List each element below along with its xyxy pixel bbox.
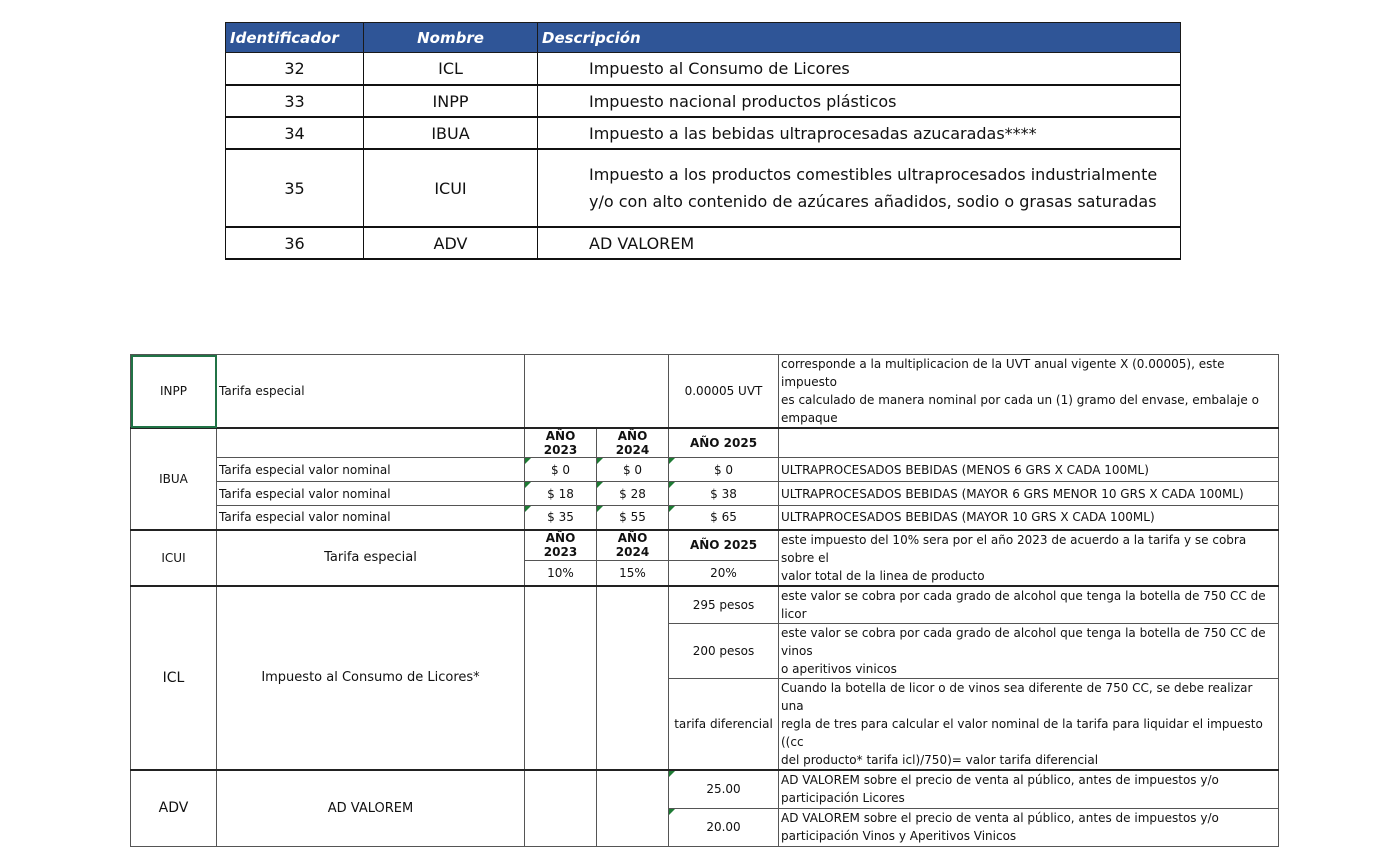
row-id: 35 (226, 149, 364, 227)
description-line: regla de tres para calcular el valor nominal de la tarifa para liquidar el impuesto ((cc (781, 717, 1263, 749)
ibua-years-row (131, 428, 1279, 458)
inpp-description-cell[interactable] (779, 355, 1279, 429)
table-row (226, 227, 1181, 259)
ibua-value-2024[interactable]: $ 0 (597, 458, 669, 482)
description-line: AD VALOREM sobre el precio de venta al público, antes de impuestos y/o (781, 773, 1219, 788)
ibua-label-cell[interactable]: Tarifa especial valor nominal (217, 458, 525, 482)
icl-code-cell[interactable]: ICL (131, 586, 217, 771)
ibua-row (131, 458, 1279, 482)
inpp-code-cell[interactable]: INPP (131, 355, 217, 429)
ibua-value-2023[interactable]: $ 18 (525, 482, 597, 506)
description-line: corresponde a la multiplicacion de la UVT anual vigente X (0.00005), este impuesto (781, 357, 1225, 389)
row-name: ICL (364, 53, 538, 86)
ibua-year-2025[interactable]: AÑO 2025 (669, 428, 779, 458)
adv-empty-cell[interactable] (525, 770, 597, 846)
ibua-row (131, 506, 1279, 530)
icl-description-cell[interactable] (779, 679, 1279, 771)
ibua-value-2024[interactable]: $ 55 (597, 506, 669, 530)
ibua-value-2023[interactable]: $ 35 (525, 506, 597, 530)
description-line: valor total de la linea de producto (781, 568, 985, 583)
header-nombre: Nombre (364, 23, 538, 53)
ibua-description-cell[interactable]: ULTRAPROCESADOS BEBIDAS (MAYOR 10 GRS X CADA 100ML) (779, 506, 1279, 530)
row-id: 33 (226, 85, 364, 117)
row-description: Impuesto a las bebidas ultraprocesadas azucaradas**** (538, 117, 1181, 149)
ibua-value-2025[interactable]: $ 38 (669, 482, 779, 506)
adv-code-cell[interactable]: ADV (131, 770, 217, 846)
icl-value-cell[interactable]: tarifa diferencial (669, 679, 779, 771)
ibua-value-2023[interactable]: $ 0 (525, 458, 597, 482)
row-description: Impuesto al Consumo de Licores (538, 53, 1181, 86)
row-name: ICUI (364, 149, 538, 227)
description-line: Cuando la botella de licor o de vinos sea diferente de 750 CC, se debe realizar una (781, 681, 1253, 713)
ibua-empty-cell[interactable] (779, 428, 1279, 458)
description-line: es calculado de manera nominal por cada un (1) gramo del envase, embalaje o (781, 393, 1259, 407)
icui-year-2025[interactable]: AÑO 2025 (669, 530, 779, 561)
icui-value-2023[interactable]: 10% (525, 560, 597, 585)
header-descripcion: Descripción (538, 23, 1181, 53)
description-line: participación Vinos y Aperitivos Vinicos (781, 829, 1017, 843)
icl-value-cell[interactable]: 295 pesos (669, 586, 779, 624)
description-line: este valor se cobra por cada grado de alcohol que tenga la botella de 750 CC de vinos (781, 626, 1266, 658)
description-line: del producto* tarifa icl)/750)= valor tarifa diferencial (781, 753, 1099, 767)
ibua-value-2025[interactable]: $ 65 (669, 506, 779, 530)
inpp-row (131, 355, 1279, 429)
row-description: Impuesto nacional productos plásticos (538, 85, 1181, 117)
ibua-description-cell[interactable]: ULTRAPROCESADOS BEBIDAS (MENOS 6 GRS X CADA 100ML) (779, 458, 1279, 482)
row-id: 34 (226, 117, 364, 149)
description-line: AD VALOREM sobre el precio de venta al público, antes de impuestos y/o (781, 811, 1219, 825)
icui-label-cell[interactable]: Tarifa especial (217, 530, 525, 586)
table-row (226, 117, 1181, 149)
row-description-line: y/o con alto contenido de azúcares añadidos, sodio o grasas saturadas (589, 192, 1157, 211)
inpp-label-cell[interactable]: Tarifa especial (217, 355, 525, 429)
row-name: INPP (364, 85, 538, 117)
description-line: o aperitivos vinicos (781, 662, 897, 676)
icui-code-cell[interactable]: ICUI (131, 530, 217, 586)
icl-label-cell[interactable]: Impuesto al Consumo de Licores* (217, 586, 525, 771)
ibua-row (131, 482, 1279, 506)
ibua-year-2023[interactable]: AÑO 2023 (525, 428, 597, 458)
row-id: 32 (226, 53, 364, 86)
adv-description-cell[interactable] (779, 808, 1279, 846)
adv-label-cell[interactable]: AD VALOREM (217, 770, 525, 846)
icui-description-cell[interactable] (779, 530, 1279, 586)
ibua-label-cell[interactable]: Tarifa especial valor nominal (217, 506, 525, 530)
row-description-line: Impuesto a los productos comestibles ultraprocesados industrialmente (589, 165, 1158, 184)
icui-value-2025[interactable]: 20% (669, 560, 779, 585)
description-line: empaque (781, 411, 838, 425)
tax-rates-spreadsheet (130, 354, 1279, 847)
description-line: este impuesto del 10% sera por el año 2023 de acuerdo a la tarifa y se cobra sobre el (781, 532, 1247, 565)
table-header-row (226, 23, 1181, 53)
adv-value-cell[interactable]: 25.00 (669, 770, 779, 808)
adv-description-cell[interactable] (779, 770, 1279, 808)
description-line: participación Licores (781, 791, 905, 806)
ibua-empty-cell[interactable] (217, 428, 525, 458)
inpp-value-cell[interactable]: 0.00005 UVT (669, 355, 779, 429)
row-name: ADV (364, 227, 538, 259)
icl-description-cell[interactable]: este valor se cobra por cada grado de alcohol que tenga la botella de 750 CC de licor (779, 586, 1279, 624)
table-row (226, 85, 1181, 117)
icui-year-2023[interactable]: AÑO 2023 (525, 530, 597, 561)
ibua-year-2024[interactable]: AÑO 2024 (597, 428, 669, 458)
ibua-value-2025[interactable]: $ 0 (669, 458, 779, 482)
inpp-empty-cell[interactable] (525, 355, 669, 429)
ibua-value-2024[interactable]: $ 28 (597, 482, 669, 506)
icl-row (131, 586, 1279, 624)
ibua-label-cell[interactable]: Tarifa especial valor nominal (217, 482, 525, 506)
adv-empty-cell[interactable] (597, 770, 669, 846)
icl-empty-cell[interactable] (525, 586, 597, 771)
icl-empty-cell[interactable] (597, 586, 669, 771)
row-description (538, 149, 1181, 227)
row-name: IBUA (364, 117, 538, 149)
row-id: 36 (226, 227, 364, 259)
adv-row (131, 770, 1279, 808)
icl-description-cell[interactable] (779, 624, 1279, 679)
header-identificador: Identificador (226, 23, 364, 53)
icui-value-2024[interactable]: 15% (597, 560, 669, 585)
ibua-code-cell[interactable]: IBUA (131, 428, 217, 530)
table-row (226, 149, 1181, 227)
adv-value-cell[interactable]: 20.00 (669, 808, 779, 846)
icl-value-cell[interactable]: 200 pesos (669, 624, 779, 679)
tax-identifier-table (225, 22, 1181, 260)
table-row (226, 53, 1181, 86)
row-description: AD VALOREM (538, 227, 1181, 259)
icui-year-2024[interactable]: AÑO 2024 (597, 530, 669, 561)
icui-years-row (131, 530, 1279, 561)
ibua-description-cell[interactable]: ULTRAPROCESADOS BEBIDAS (MAYOR 6 GRS MENOR 10 GRS X CADA 100ML) (779, 482, 1279, 506)
